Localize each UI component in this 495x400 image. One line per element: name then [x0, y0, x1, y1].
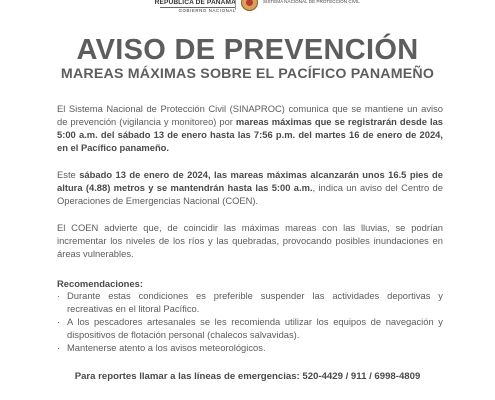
p2-text-c: , indica un aviso del Centro de Operaciones de Emergencias Nacional (COEN).	[57, 181, 443, 206]
bullet-icon: ·	[57, 341, 61, 353]
government-logo-text	[138, 0, 236, 14]
header	[0, 0, 495, 14]
list-item-text: Mantenerse atento a los avisos meteorológicos.	[67, 341, 266, 353]
sinaproc-seal-icon	[241, 0, 258, 11]
gov-line2: GOBIERNO NACIONAL	[160, 7, 236, 14]
p2-bold: sábado 13 de enero de 2024, las mareas máximas alcanzarán unos 16.5 pies de altura (4.88) metros y se mantendrán hasta las 5:00 a.m.	[57, 169, 443, 193]
bullet-icon: ·	[57, 290, 61, 301]
recommendations-title: Recomendaciones:	[57, 278, 143, 289]
recommendations-list	[57, 290, 443, 355]
paragraph-tide	[57, 169, 443, 208]
header-divider	[235, 0, 236, 10]
paragraph-coen: El COEN advierte que, de coincidir las máximas mareas con las lluvias, se podrían incrementar los niveles de los ríos y las quebradas, provocando posibles inundaciones en áreas vulnerables.	[57, 222, 443, 259]
page-subtitle: MAREAS MÁXIMAS SOBRE EL PACÍFICO PANAMEÑO	[60, 66, 435, 82]
p1-text: El Sistema Nacional de Protección Civil (SINAPROC) comunica que se mantiene un aviso de prevención (vigilancia y monitoreo) por	[57, 103, 443, 127]
list-item-text: A los pescadores artesanales se les recomienda utilizar los equipos de navegación y dispositivos de flotación personal (chalecos salvavidas).	[67, 315, 443, 340]
list-item	[57, 342, 443, 355]
emergency-lines: Para reportes llamar a las líneas de emergencias: 520-4429 / 911 / 6998-4809	[74, 371, 421, 382]
gov-line1: REPÚBLICA DE PANAMÁ	[154, 0, 236, 6]
list-item-text: Durante estas condiciones es preferible suspender las actividades deportivas y recreativas en el litoral Pacífico.	[67, 290, 443, 314]
list-item	[57, 316, 443, 342]
p2-text-a: Este	[57, 169, 80, 180]
page-title: AVISO DE PREVENCIÓN	[76, 34, 419, 66]
p1-bold: mareas máximas que se registrarán desde las 5:00 a.m. del sábado 13 de enero hasta las 7:56 p.m. del martes 16 de enero de 2024, en el Pacífico panameño.	[57, 115, 443, 153]
list-item	[57, 290, 443, 316]
bullet-icon: ·	[57, 315, 61, 327]
paragraph-intro	[57, 103, 443, 155]
agency-name: SISTEMA NACIONAL DE PROTECCIÓN CIVIL	[263, 0, 360, 4]
